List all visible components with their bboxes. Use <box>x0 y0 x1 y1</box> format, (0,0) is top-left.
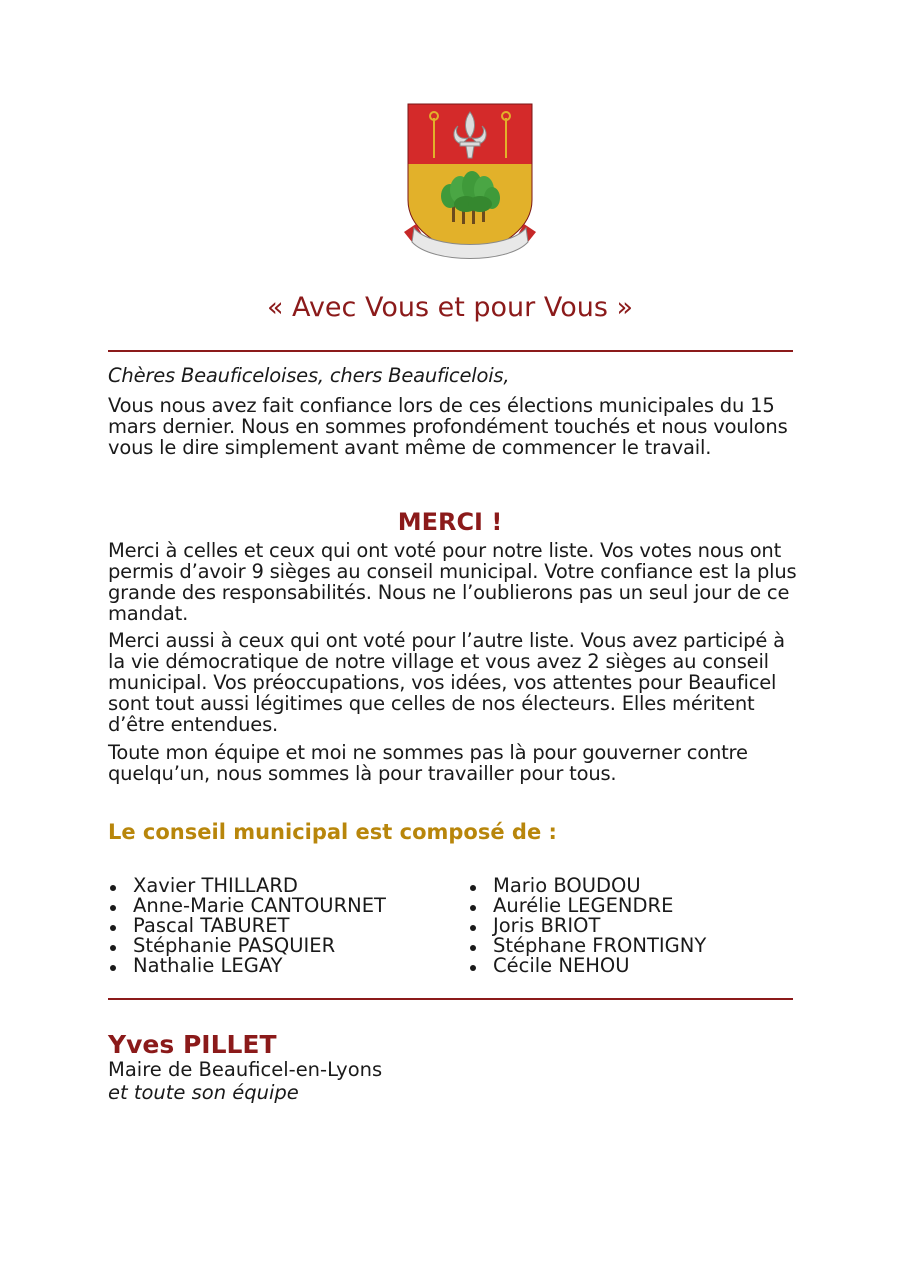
coat-of-arms-logo <box>402 100 538 272</box>
signature-team: et toute son équipe <box>108 1081 299 1104</box>
signature-role: Maire de Beauficel-en-Lyons <box>108 1058 383 1081</box>
council-list-left <box>108 876 386 976</box>
list-item: Stéphanie PASQUIER <box>108 936 386 956</box>
list-item: Xavier THILLARD <box>108 876 386 896</box>
list-item: Nathalie LEGAY <box>108 956 386 976</box>
council-list-right <box>468 876 706 976</box>
list-item: Aurélie LEGENDRE <box>468 896 706 916</box>
greeting: Chères Beauficeloises, chers Beauficelois, <box>108 364 510 387</box>
divider-bottom <box>108 998 793 1000</box>
list-item: Pascal TABURET <box>108 916 386 936</box>
intro-paragraph: Vous nous avez fait confiance lors de ces élections municipales du 15 mars dernier. Nous en sommes profondément touchés et nous voulons vous le dire simplement avant même de commencer le travail. <box>108 394 788 459</box>
list-item: Mario BOUDOU <box>468 876 706 896</box>
paragraph-1: Merci à celles et ceux qui ont voté pour notre liste. Vos votes nous ont permis d’avoir 9 sièges au conseil municipal. Votre confiance est la plus grande des responsabilités. Nous ne l’oublierons pas un seul jour de ce mandat. <box>108 539 797 625</box>
list-item: Anne-Marie CANTOURNET <box>108 896 386 916</box>
page-title: « Avec Vous et pour Vous » <box>266 292 634 323</box>
list-item: Joris BRIOT <box>468 916 706 936</box>
paragraph-2: Merci aussi à ceux qui ont voté pour l’autre liste. Vous avez participé à la vie démocratique de notre village et vous avez 2 sièges au conseil municipal. Vos préoccupations, vos idées, vos attentes pour Beauficel sont tout aussi légitimes que celles de nos électeurs. Elles méritent d’être entendues. <box>108 629 785 736</box>
council-heading: Le conseil municipal est composé de : <box>108 820 557 844</box>
paragraph-3: Toute mon équipe et moi ne sommes pas là pour gouverner contre quelqu’un, nous sommes là pour travailler pour tous. <box>108 741 748 785</box>
list-item: Stéphane FRONTIGNY <box>468 936 706 956</box>
merci-heading: MERCI ! <box>397 508 503 536</box>
divider-top <box>108 350 793 352</box>
signature-name: Yves PILLET <box>108 1030 277 1059</box>
list-item: Cécile NEHOU <box>468 956 706 976</box>
